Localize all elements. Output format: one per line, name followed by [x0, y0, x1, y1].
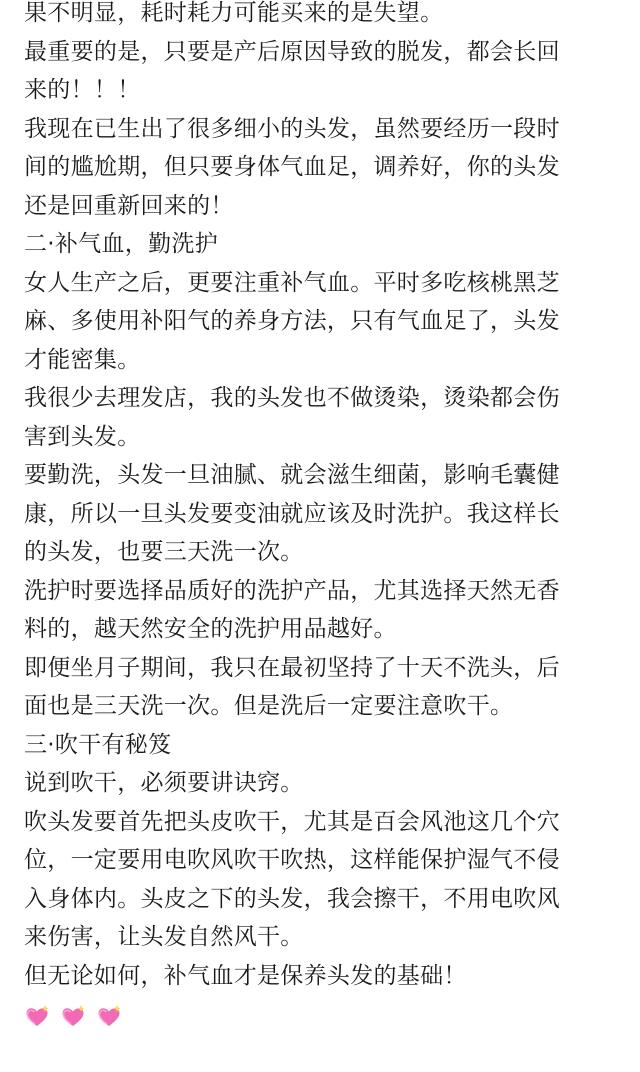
- text-line: 入身体内。头皮之下的头发，我会擦干，不用电吹风: [24, 885, 560, 912]
- text-line: 的头发，也要三天洗一次。: [24, 539, 304, 565]
- article-body: [24, 0, 620, 1035]
- sparkling-heart-icon: [60, 1003, 86, 1029]
- sparkling-heart-icon: [24, 1003, 50, 1029]
- text-line: 女人生产之后，更要注重补气血。平时多吃核桃黑芝: [24, 269, 560, 296]
- text-line: 位，一定要用电吹风吹干吹热，这样能保护湿气不侵: [24, 847, 560, 873]
- text-line: 才能密集。: [24, 346, 141, 373]
- text-line: 洗护时要选择品质好的洗护产品，尤其选择天然无香: [24, 577, 560, 604]
- text-line: 要勤洗，头发一旦油腻、就会滋生细菌，影响毛囊健: [24, 462, 560, 488]
- section-heading: 二·补气血，勤洗护: [24, 231, 219, 257]
- text-line: 康，所以一旦头发要变油就应该及时洗护。我这样长: [24, 500, 560, 527]
- text-line: 我现在已生出了很多细小的头发，虽然要经历一段时: [24, 115, 560, 142]
- text-line: 间的尴尬期，但只要身体气血足，调养好，你的头发: [24, 154, 560, 180]
- section-heading: 三·吹干有秘笈: [24, 731, 172, 758]
- emoji-row: [24, 997, 620, 1035]
- text-line: 即便坐月子期间，我只在最初坚持了十天不洗头，后: [24, 654, 560, 681]
- text-line: 来伤害，让头发自然风干。: [24, 924, 304, 950]
- text-line: 但无论如何，补气血才是保养头发的基础！: [24, 962, 467, 989]
- text-line: 果不明显，耗时耗力可能买来的是失望。: [24, 0, 444, 26]
- text-line: 最重要的是，只要是产后原因导致的脱发，都会长回: [24, 38, 560, 65]
- text-line: 来的！！！: [24, 77, 141, 103]
- text-line: 害到头发。: [24, 423, 141, 450]
- text-line: 料的，越天然安全的洗护用品越好。: [24, 616, 397, 642]
- text-line: 麻、多使用补阳气的养身方法，只有气血足了，头发: [24, 308, 560, 334]
- text-line: 还是回重新回来的！: [24, 192, 234, 219]
- text-line: 吹头发要首先把头皮吹干，尤其是百会风池这几个穴: [24, 808, 560, 835]
- text-line: 面也是三天洗一次。但是洗后一定要注意吹干。: [24, 693, 514, 719]
- sparkling-heart-icon: [96, 1003, 122, 1029]
- text-line: 我很少去理发店，我的头发也不做烫染，烫染都会伤: [24, 385, 560, 411]
- text-line: 说到吹干，必须要讲诀窍。: [24, 770, 304, 796]
